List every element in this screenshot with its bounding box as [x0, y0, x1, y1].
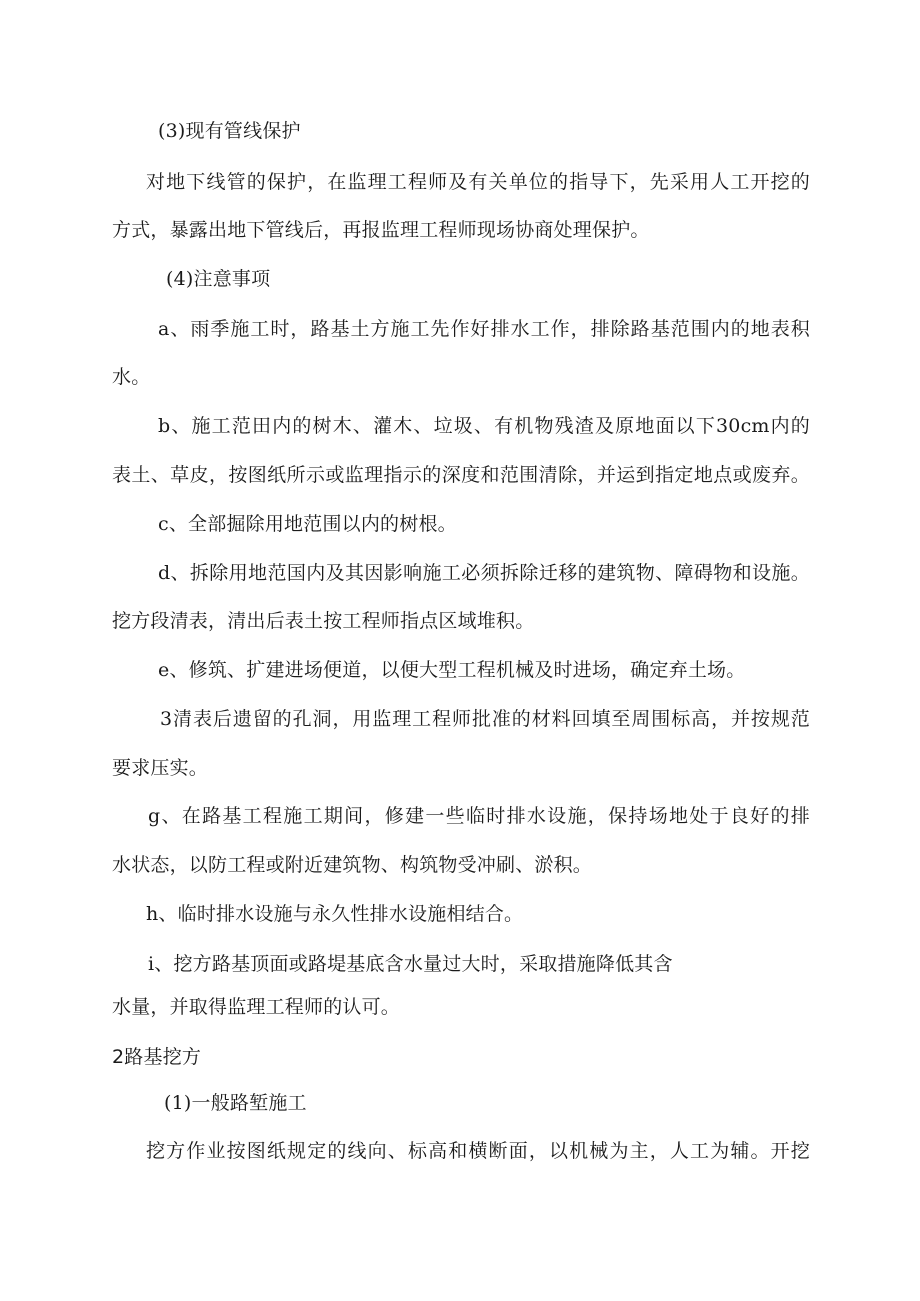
- list-item-i-line: 水量，并取得监理工程师的认可。: [112, 996, 401, 1018]
- list-item-d-line: d、拆除用地范国内及其因影响施工必须拆除迁移的建筑物、障碍物和设施。: [158, 562, 810, 584]
- subheading-pipeline-protection: (3)现有管线保护: [158, 120, 301, 142]
- list-item-g-line: g、在路基工程施工期间，修建一些临时排水设施，保持场地处于良好的排: [148, 805, 810, 827]
- list-item-h: h、临时排水设施与永久性排水设施相结合。: [146, 903, 524, 925]
- list-item-d-line: 挖方段清表，清出后表土按工程师指点区域堆积。: [112, 610, 535, 632]
- list-item-e: e、修筑、扩建进场便道，以便大型工程机械及时进场，确定弃土场。: [158, 659, 746, 681]
- list-item-b-line: 表土、草皮，按图纸所示或监理指示的深度和范围清除，并运到指定地点或废弃。: [112, 464, 810, 486]
- section-heading-excavation: 2路基挖方: [112, 1046, 202, 1068]
- subheading-general-cutting: (1)一般路堑施工: [164, 1092, 307, 1114]
- list-item-g-line: 水状态，以防工程或附近建筑物、构筑物受冲刷、淤积。: [112, 854, 593, 876]
- list-item-f-line: 3清表后遗留的孔洞，用监理工程师批准的材料回填至周围标高，并按规范: [160, 708, 810, 730]
- list-item-i-line: i、挖方路基顶面或路堤基底含水量过大时，采取措施降低其含: [148, 953, 673, 975]
- paragraph-line: 对地下线管的保护，在监理工程师及有关单位的指导下，先采用人工开挖的: [146, 171, 810, 193]
- paragraph-line: 挖方作业按图纸规定的线向、标高和横断面，以机械为主，人工为辅。开挖: [146, 1140, 810, 1162]
- list-item-a-line: a、雨季施工时，路基土方施工先作好排水工作，排除路基范围内的地表积: [158, 318, 810, 340]
- list-item-b-line: b、施工范田内的树木、灌木、垃圾、有机物残渣及原地面以下30cm内的: [158, 415, 810, 437]
- paragraph-line: 方式，暴露出地下管线后，再报监理工程师现场协商处理保护。: [112, 219, 650, 241]
- list-item-c: c、全部掘除用地范围以内的树根。: [158, 513, 457, 535]
- list-item-a-line: 水。: [112, 366, 151, 388]
- list-item-f-line: 要求压实。: [112, 757, 209, 779]
- subheading-precautions: (4)注意事项: [166, 268, 271, 290]
